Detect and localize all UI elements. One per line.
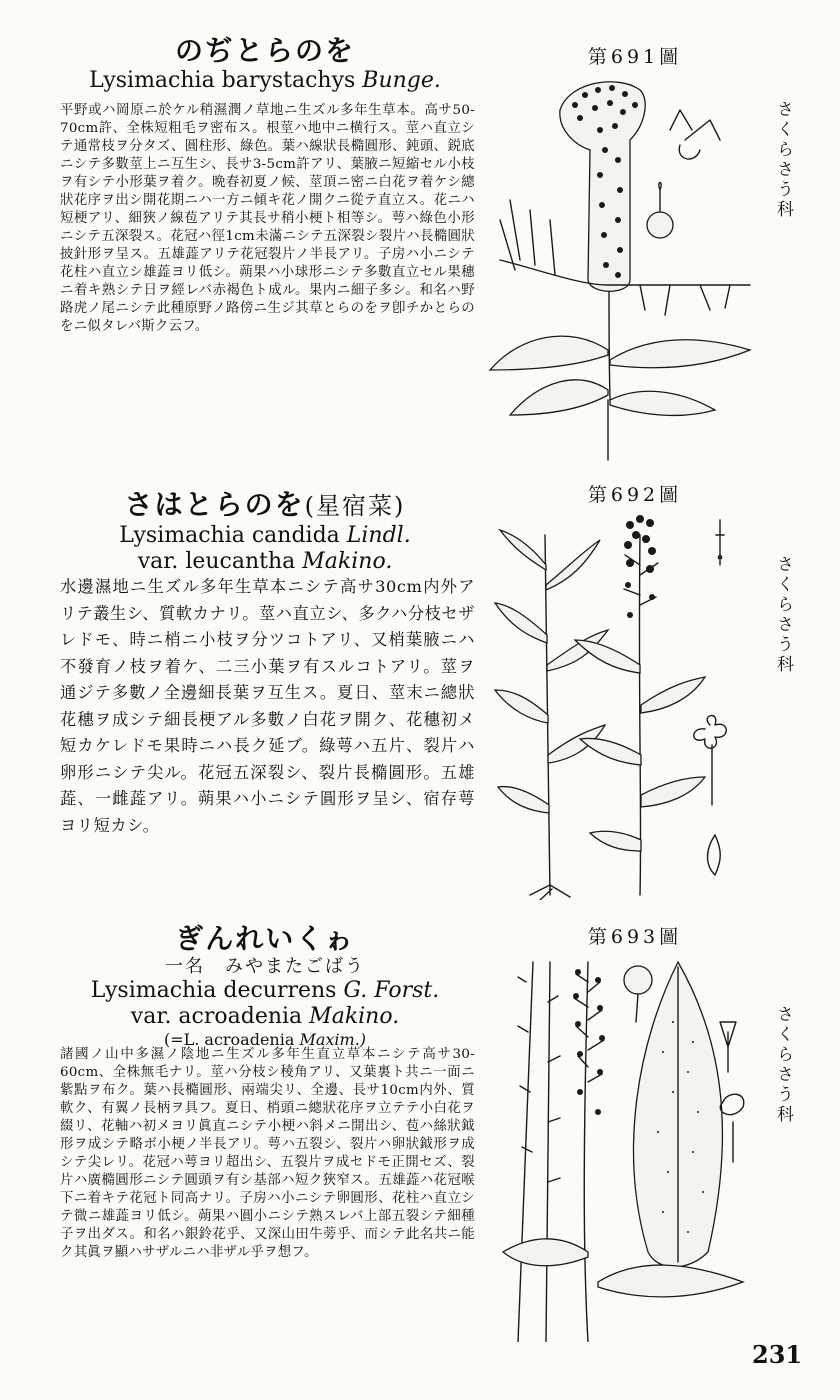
entry-692-var-line [60,549,470,575]
entry-692-var-name: var. leucantha [137,549,296,574]
entry-692-latin-author: Lindl. [346,523,411,548]
entry-693-alt-name: 一名 みやまたごばう [165,956,365,977]
entry-692-description: 水邊濕地ニ生ズル多年生草本ニシテ高サ30cm内外アリテ叢生シ、質軟カナリ。莖ハ直立シ、多クハ分枝セザレドモ、時ニ梢ニ小枝ヲ分ツコトアリ、又梢葉腋ニハ不發育ノ枝ヲ着ケ、二三小葉ヲ有スルコトアリ。莖ヲ通ジテ多數ノ全邊細長葉ヲ互生ス。夏日、莖末ニ總狀花穗ヲ成シテ細長梗アル多數ノ白花ヲ開ク、花穗初メ短カケレドモ果時ニハ長ク延ブ。綠萼ハ五片、裂片ハ卵形ニシテ尖ル。花冠五深裂シ、裂片長橢圓形。五雄蕋、一雌蕋アリ。蒴果ハ小ニシテ圓形ヲ呈シ、宿存萼ヨリ短カシ。 [60,577,475,835]
entry-691-title-jp: のぢとらのを [174,34,355,67]
entry-692-var-author: Makino. [302,549,393,574]
entry-692-latin-name: Lysimachia candida [119,523,340,548]
entry-692-title-jp: さはとらのを [124,488,305,521]
entry-693-synonym: (=L. acroadenia [163,1030,295,1049]
entry-691-plant-illustration [480,70,770,465]
entry-693-figure-label: 第693圖 [587,926,683,948]
entry-691-latin-line [60,68,470,94]
entry-692-family-label: さくらさう科 [773,555,793,675]
entry-693-latin-line [60,978,470,1004]
entry-693-title-jp: ぎんれいくゎ [175,922,355,955]
entry-693-var-line [60,1004,470,1030]
entry-692-latin-line [60,523,470,549]
entry-691-heading [60,34,470,94]
entry-693-family-label: さくらさう科 [773,1005,793,1125]
entry-691-description: 平野或ハ岡原ニ於ケル稍濕潤ノ草地ニ生ズル多年生草本。高サ50-70cm許、全株短粗毛ヲ密布ス。根莖ハ地中ニ横行ス。莖ハ直立シテ通常枝ヲ分タズ、圓柱形、綠色。葉ハ線狀長橢圓形、鈍頭、鋭底ニシテ多數莖上ニ互生シ、長サ3-5cm許アリ、葉腋ニ短縮セル小枝ヲ有シテ小形葉ヲ着ク。晩春初夏ノ候、莖頂ニ密ニ白花ヲ着ケシ總狀花序ヲ出シ開花期ニハ一方ニ傾キ花ノ開クニ從テ直立ス。花ニハ短梗アリ、細狹ノ線苞アリテ其長サ稍小梗ト相等シ。萼ハ綠色小形ニシテ五深裂ス。花冠ハ徑1cm未滿ニシテ五深裂シ裂片ハ長橢圓狀披針形ヲ呈ス。五雄蕋アリテ花冠裂片ノ半長アリ。子房ハ小ニシテ花柱ハ直立シ雄蕋ヨリ低シ。蒴果ハ小球形ニシテ多數直立セル果穗ニ着キ熟シテ日ヲ經レバ赤褐色ト成ル。果内ニ細子多シ。和名ハ野路虎ノ尾ニシテ此種原野ノ路傍ニ生ジ其草とらのをヲ卽チかとらのをニ似タレバ斯ク云フ。 [60,103,475,334]
entry-693-var-name: var. acroadenia [130,1004,303,1029]
entry-693-synonym-author: Maxim.) [299,1030,367,1049]
entry-693-latin-author: G. Forst. [343,978,440,1003]
entry-691-family-label: さくらさう科 [773,100,793,220]
entry-691-figure-label: 第691圖 [587,46,683,68]
entry-693-var-author: Makino. [309,1004,400,1029]
entry-692-plant-illustration [490,505,760,900]
entry-693-plant-illustration [488,952,768,1342]
entry-691-latin-name: Lysimachia barystachys [89,68,356,93]
entry-693-description: 諸國ノ山中多濕ノ陰地ニ生ズル多年生直立草本ニシテ高サ30-60cm、全株無毛ナリ。莖ハ分枝シ稜角アリ、又葉裏ト共ニ一面ニ紫點ヲ布ク。葉ハ長橢圓形、兩端尖リ、全邊、長サ10cm内外、質軟ク、有翼ノ長柄ヲ具フ。夏日、梢頭ニ總狀花序ヲ立テテ小白花ヲ綴リ、花軸ハ初メヨリ眞直ニシテ小梗ハ斜メニ開出シ、苞ハ絲狀鉞形ヲ成シテ略ボ小梗ノ半長アリ。萼ハ五裂シ、裂片ハ卵狀鉞形ヲ成シテ尖レリ。花冠ハ萼ヨリ超出シ、五裂片ヲ成セドモ正開セズ、裂片ハ廣橢圓形ニシテ圓頭ヲ有シ基部ハ短ク狹窄ス。五雄蕋ハ花冠喉下ニ着キテ花冠ト同高ナリ。子房ハ小ニシテ卵圓形、花柱ハ直立シテ微ニ雄蕋ヨリ低シ。蒴果ハ圓小ニシテ熟スレバ上部五裂シテ細種子ヲ出ダス。和名ハ銀鈴花乎、又深山田牛蒡乎、而シテ此名共ニ能ク其眞ヲ顯ハサザルニハ非ザル乎ヲ想フ。 [60,1047,475,1260]
entry-692-title-line [60,488,470,523]
entry-693-heading [60,922,470,1050]
entry-692-heading [60,488,470,575]
page-number: 231 [752,1340,803,1369]
entry-692-title-kanji: (星宿菜) [304,492,406,520]
entry-692-figure-label: 第692圖 [587,484,683,506]
entry-691-latin-author: Bunge. [362,68,441,93]
entry-693-latin-name: Lysimachia decurrens [90,978,337,1003]
